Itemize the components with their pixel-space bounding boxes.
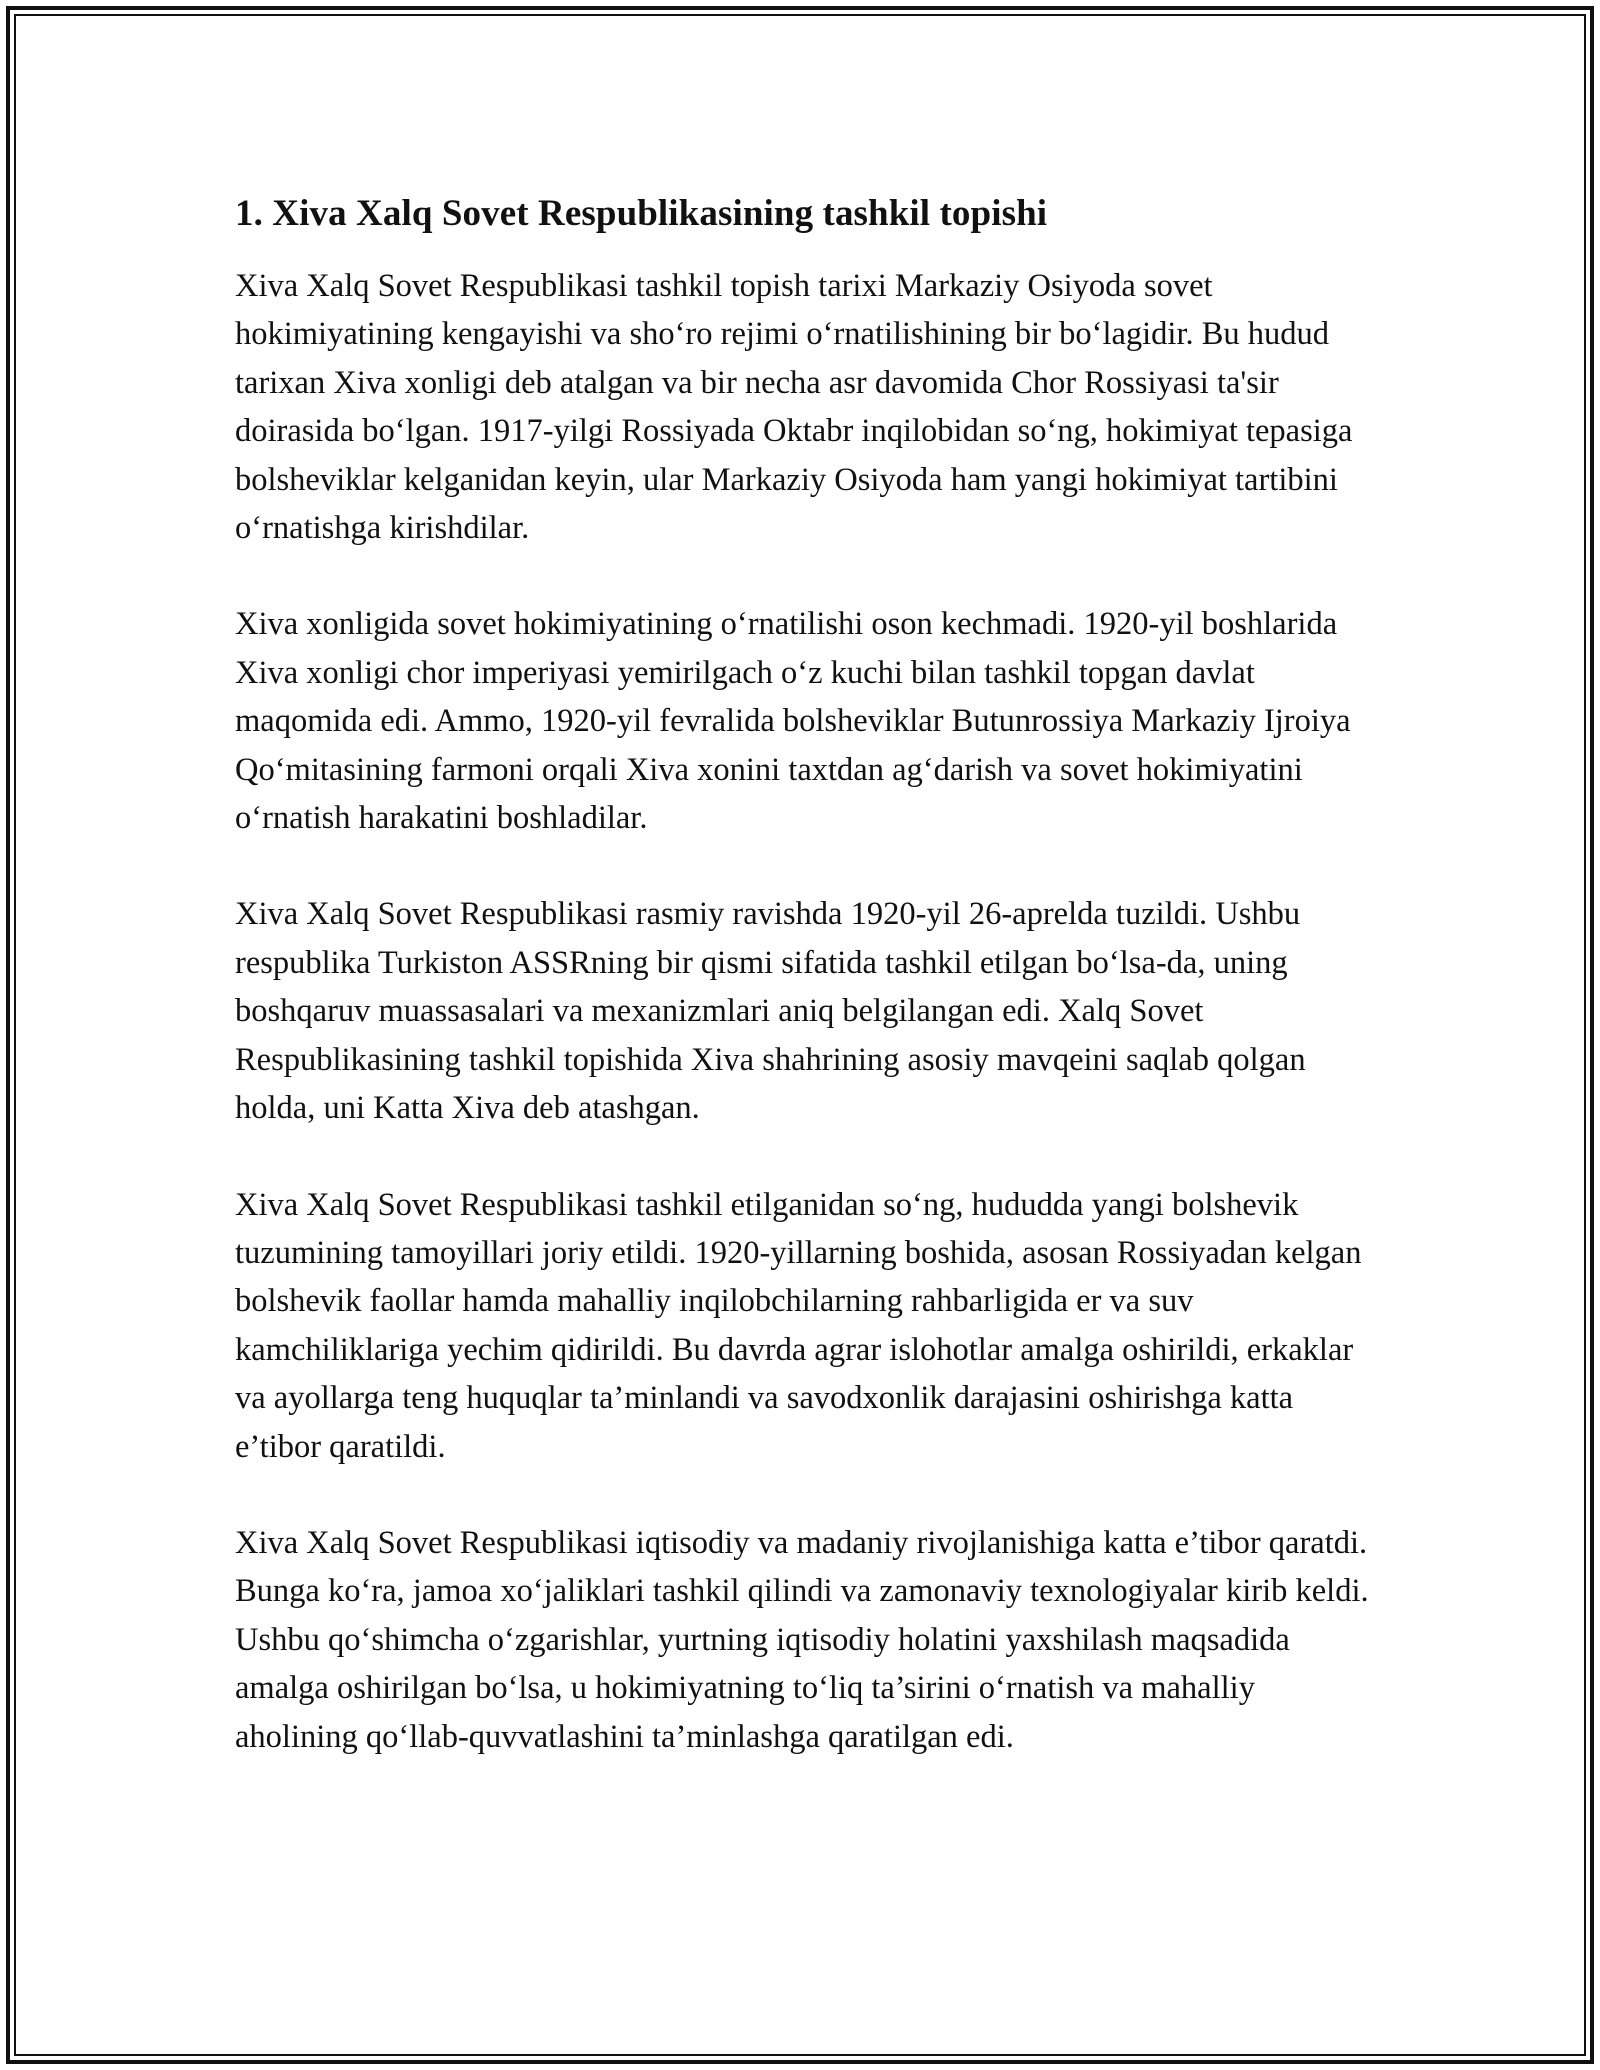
paragraph-5: Xiva Xalq Sovet Respublikasi iqtisodiy va madaniy rivojlanishiga katta e’tibor qaratdi. Bunga ko‘ra, jamoa xo‘jaliklari tashkil qilindi va zamonaviy texnologiyalar kirib keldi. Ushbu qo‘shimcha o‘zgarishlar, yurtning iqtisodiy holatini yaxshilash maqsadida amalga oshirilgan bo‘lsa, u hokimiyatning to‘liq ta’sirini o‘rnatish va mahalliy aholining qo‘llab-quvvatlashini ta’minlashga qaratilgan edi. xyxy=(235,1524,1369,1755)
section-heading: 1. Xiva Xalq Sovet Respublikasining tashkil topishi xyxy=(235,193,1048,234)
paragraph-1: Xiva Xalq Sovet Respublikasi tashkil topish tarixi Markaziy Osiyoda sovet hokimiyatining kengayishi va sho‘ro rejimi o‘rnatilishining bir bo‘lagidir. Bu hudud tarixan Xiva xonligi deb atalgan va bir necha asr davomida Chor Rossiyasi ta'sir doirasida bo‘lgan. 1917-yilgi Rossiyada Oktabr inqilobidan so‘ng, hokimiyat tepasiga bolsheviklar kelganidan keyin, ular Markaziy Osiyoda ham yangi hokimiyat tartibini o‘rnatishga kirishdilar. xyxy=(235,268,1353,547)
document-body xyxy=(235,186,1375,1809)
paragraph-4: Xiva Xalq Sovet Respublikasi tashkil etilganidan so‘ng, hududda yangi bolshevik tuzumining tamoyillari joriy etildi. 1920-yillarning boshida, asosan Rossiyadan kelgan bolshevik faollar hamda mahalliy inqilobchilarning rahbarligida er va suv kamchiliklariga yechim qidirildi. Bu davrda agrar islohotlar amalga oshirildi, erkaklar va ayollarga teng huquqlar ta’minlandi va savodxonlik darajasini oshirishga katta e’tibor qaratildi. xyxy=(235,1186,1362,1465)
paragraph-2: Xiva xonligida sovet hokimiyatining o‘rnatilishi oson kechmadi. 1920-yil boshlarida Xiva xonligi chor imperiyasi yemirilgach o‘z kuchi bilan tashkil topgan davlat maqomida edi. Ammo, 1920-yil fevralida bolsheviklar Butunrossiya Markaziy Ijroiya Qo‘mitasining farmoni orqali Xiva xonini taxtdan ag‘darish va sovet hokimiyatini o‘rnatish harakatini boshladilar. xyxy=(235,606,1351,837)
paragraph-3: Xiva Xalq Sovet Respublikasi rasmiy ravishda 1920-yil 26-aprelda tuzildi. Ushbu respublika Turkiston ASSRning bir qismi sifatida tashkil etilgan bo‘lsa-da, uning boshqaruv muassasalari va mexanizmlari aniq belgilangan edi. Xalq Sovet Respublikasining tashkil topishida Xiva shahrining asosiy mavqeini saqlab qolgan holda, uni Katta Xiva deb atashgan. xyxy=(235,896,1306,1127)
